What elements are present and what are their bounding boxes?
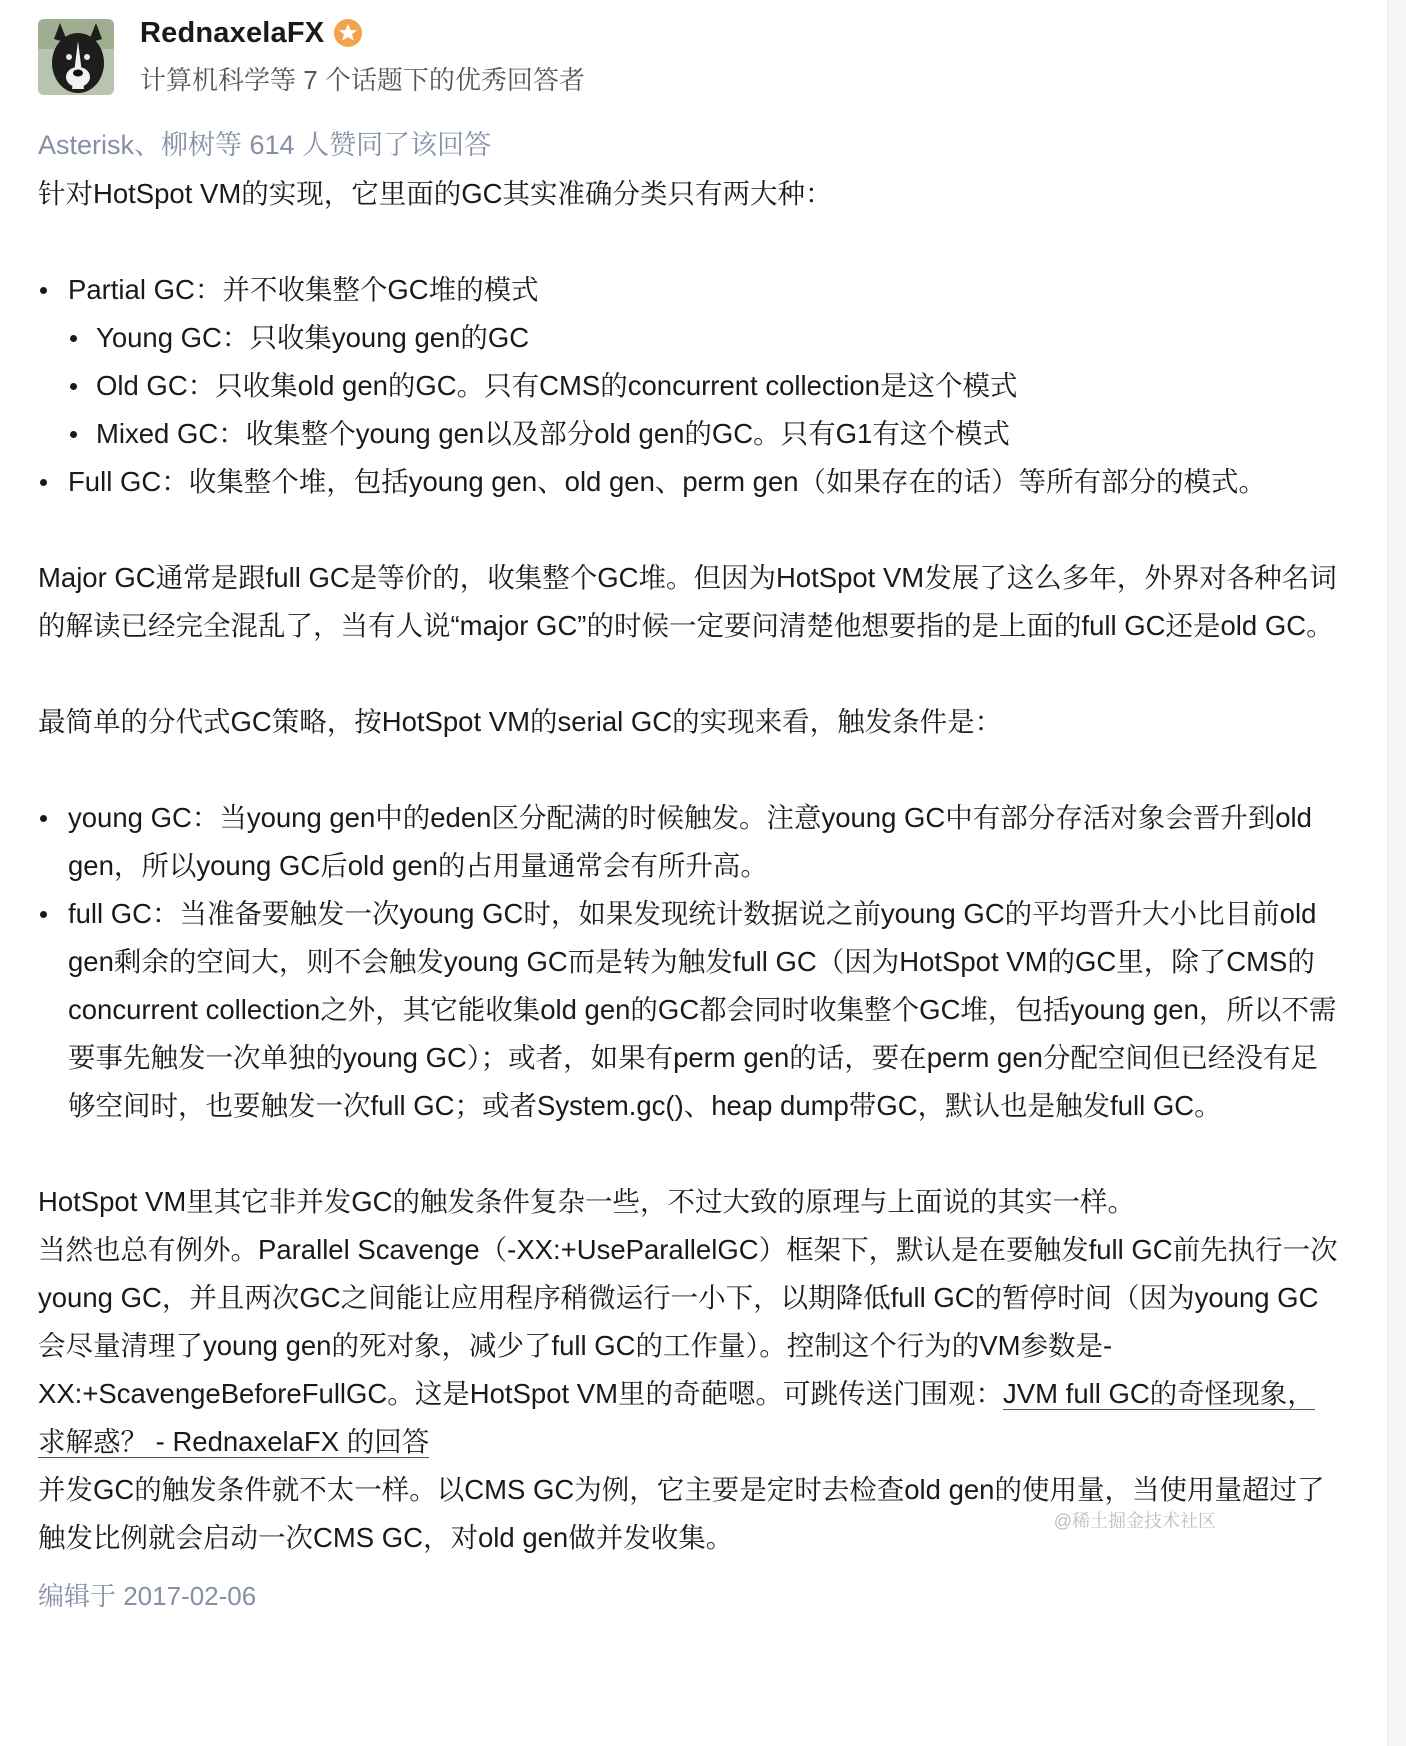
- related-answer-link[interactable]: JVM full GC的奇怪现象，求解惑？ - RednaxelaFX 的回答: [38, 1378, 1315, 1457]
- list-item: Young GC：只收集young gen的GC: [68, 314, 1338, 362]
- list-item: Mixed GC：收集整个young gen以及部分old gen的GC。只有G1有这个模式: [68, 410, 1338, 458]
- answer-card: [38, 16, 1338, 1613]
- trigger-list: [38, 794, 1338, 1130]
- partial-gc-sublist: [68, 314, 1338, 458]
- vote-summary[interactable]: Asterisk、柳树等 614 人赞同了该回答: [38, 130, 492, 160]
- list-item: Old GC：只收集old gen的GC。只有CMS的concurrent collection是这个模式: [68, 362, 1338, 410]
- author-header: [38, 16, 1338, 97]
- list-item: young GC：当young gen中的eden区分配满的时候触发。注意young GC中有部分存活对象会晋升到old gen，所以young GC后old gen的占用量通常会有所升高。: [38, 794, 1338, 890]
- scrollbar-rail[interactable]: [1387, 0, 1406, 1746]
- certified-badge-icon: [334, 19, 362, 47]
- list-item: [38, 266, 1338, 458]
- author-name[interactable]: RednaxelaFX: [140, 16, 325, 49]
- major-gc-paragraph: Major GC通常是跟full GC是等价的，收集整个GC堆。但因为HotSpot VM发展了这么多年，外界对各种名词的解读已经完全混乱了，当有人说“major GC”的时候一定要问清楚他想要指的是上面的full GC还是old GC。: [38, 562, 1337, 641]
- simplest-paragraph: 最简单的分代式GC策略，按HotSpot VM的serial GC的实现来看，触发条件是：: [38, 706, 1003, 737]
- partial-gc-text: Partial GC：并不收集整个GC堆的模式: [68, 274, 539, 305]
- concurrent-paragraph: 并发GC的触发条件就不太一样。以CMS GC为例，它主要是定时去检查old gen的使用量，当使用量超过了触发比例就会启动一次CMS GC，对old gen做并发收集。: [38, 1474, 1325, 1553]
- exception-paragraph: [38, 1226, 1338, 1466]
- watermark: @稀土掘金技术社区: [1053, 1511, 1216, 1531]
- exception-text: 当然也总有例外。Parallel Scavenge（-XX:+UseParallelGC）框架下，默认是在要触发full GC前先执行一次young GC，并且两次GC之间能让应用程序稍微运行一小下，以期降低full GC的暂停时间（因为young GC会尽量清理了young gen的死对象，减少了full GC的工作量）。控制这个行为的VM参数是-XX:+ScavengeBeforeFullGC。这是HotSpot VM里的奇葩嗯。可跳传送门围观：: [38, 1234, 1338, 1409]
- answer-body: [38, 170, 1338, 1562]
- other-gc-paragraph: HotSpot VM里其它非并发GC的触发条件复杂一些，不过大致的原理与上面说的其实一样。: [38, 1186, 1136, 1217]
- author-info: [140, 16, 585, 97]
- author-bio: 计算机科学等 7 个话题下的优秀回答者: [140, 65, 585, 95]
- answer-intro: 针对HotSpot VM的实现，它里面的GC其实准确分类只有两大种：: [38, 178, 833, 209]
- list-item: full GC：当准备要触发一次young GC时，如果发现统计数据说之前young GC的平均晋升大小比目前old gen剩余的空间大，则不会触发young GC而是转为触发full GC（因为HotSpot VM的GC里，除了CMS的concurrent collection之外，其它能收集old gen的GC都会同时收集整个GC堆，包括young gen，所以不需要事先触发一次单独的young GC）；或者，如果有perm gen的话，要在perm gen分配空间但已经没有足够空间时，也要触发一次full GC；或者System.gc()、heap dump带GC，默认也是触发full GC。: [38, 890, 1338, 1130]
- gc-types-list: [38, 266, 1338, 506]
- avatar[interactable]: [38, 19, 114, 95]
- edited-date[interactable]: 编辑于 2017-02-06: [38, 1581, 257, 1611]
- list-item: Full GC：收集整个堆，包括young gen、old gen、perm gen（如果存在的话）等所有部分的模式。: [38, 458, 1338, 506]
